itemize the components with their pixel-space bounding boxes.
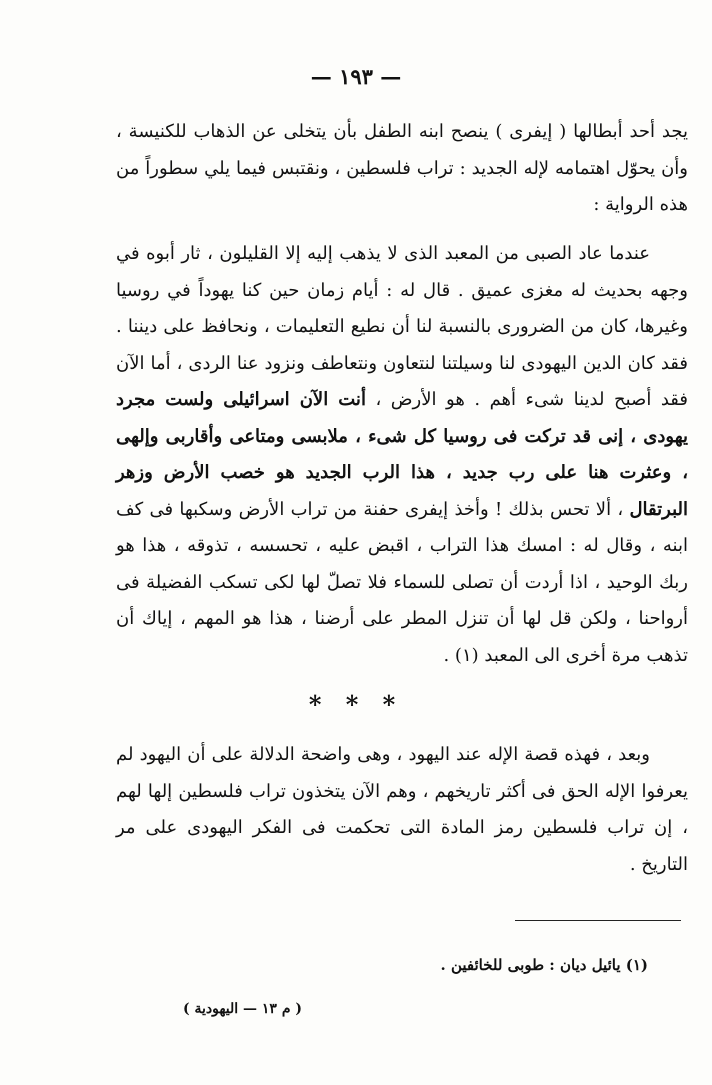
quote-bold-passage: أنت الآن اسرائيلى ولست مجرد يهودى ، إنى قد تركت فى روسيا كل شىء ، ملابسى ومتاعى وأقاربى وإلهى ، وعثرت هنا على رب جديد ، هذا الرب الجديد هو خصب الأرض وزهر البرتقال <box>116 389 688 520</box>
intro-text-block <box>116 114 688 224</box>
conclusion-paragraph: وبعد ، فهذه قصة الإله عند اليهود ، وهى واضحة الدلالة على أن اليهود لم يعرفوا الإله الحق فى أكثر تاريخهم ، وهم الآن يتخذون تراب فلسطين إلها لهم ، إن تراب فلسطين رمز المادة التى تحكمت فى الفكر اليهودى على مر التاريخ . <box>116 744 688 875</box>
section-separator: * * * <box>308 690 404 719</box>
intro-paragraph: يجد أحد أبطالها ( إيفرى ) ينصح ابنه الطفل بأن يتخلى عن الذهاب للكنيسة ، وأن يحوّل اهتمامه لإله الجديد : تراب فلسطين ، ونقتبس فيما يلي سطوراً من هذه الرواية : <box>116 121 688 215</box>
quote-end: . <box>443 644 455 666</box>
printer-signature: ( م ١٣ — اليهودية ) <box>182 1001 302 1017</box>
footnote: (١) يائيل ديان : طوبى للخائفين . <box>440 956 648 974</box>
quote-text-block <box>116 236 688 674</box>
quote-part-2: ، ألا تحس بذلك ! وأخذ إيفرى حفنة من تراب الأرض وسكبها فى كف ابنه ، وقال له : امسك هذا التراب ، اقبض عليه ، تحسسه ، تذوقه ، هذا هو ربك الوحيد ، اذا أردت أن تصلى للسماء فلا تصلّ لها لكى تسكب الفضيلة فى أرواحنا ، ولكن قل لها أن تنزل المطر على أرضنا ، هذا هو المهم ، إياك أن تذهب مرة أخرى الى المعبد <box>116 498 688 666</box>
footnote-divider <box>515 920 681 921</box>
page-number: — ١٩٣ — <box>310 64 402 89</box>
conclusion-text-block <box>116 737 688 883</box>
footnote-reference: (١) <box>454 644 479 666</box>
quote-paragraph <box>116 236 688 674</box>
quote-part-1: عندما عاد الصبى من المعبد الذى لا يذهب إليه إلا القليلون ، ثار أبوه في وجهه بحديث له مغزى عميق . قال له : أيام زمان حين كنا يهوداً في روسيا وغيرها، كان من الضرورى بالنسبة لنا أن نطيع التعليمات ، ونحافظ على ديننا . فقد كان الدين اليهودى لنا وسيلتنا لنتعاون ونتعاطف ونزود عنا الردى ، أما الآن فقد أصبح لدينا شىء أهم . هو الأرض ، <box>116 243 688 410</box>
